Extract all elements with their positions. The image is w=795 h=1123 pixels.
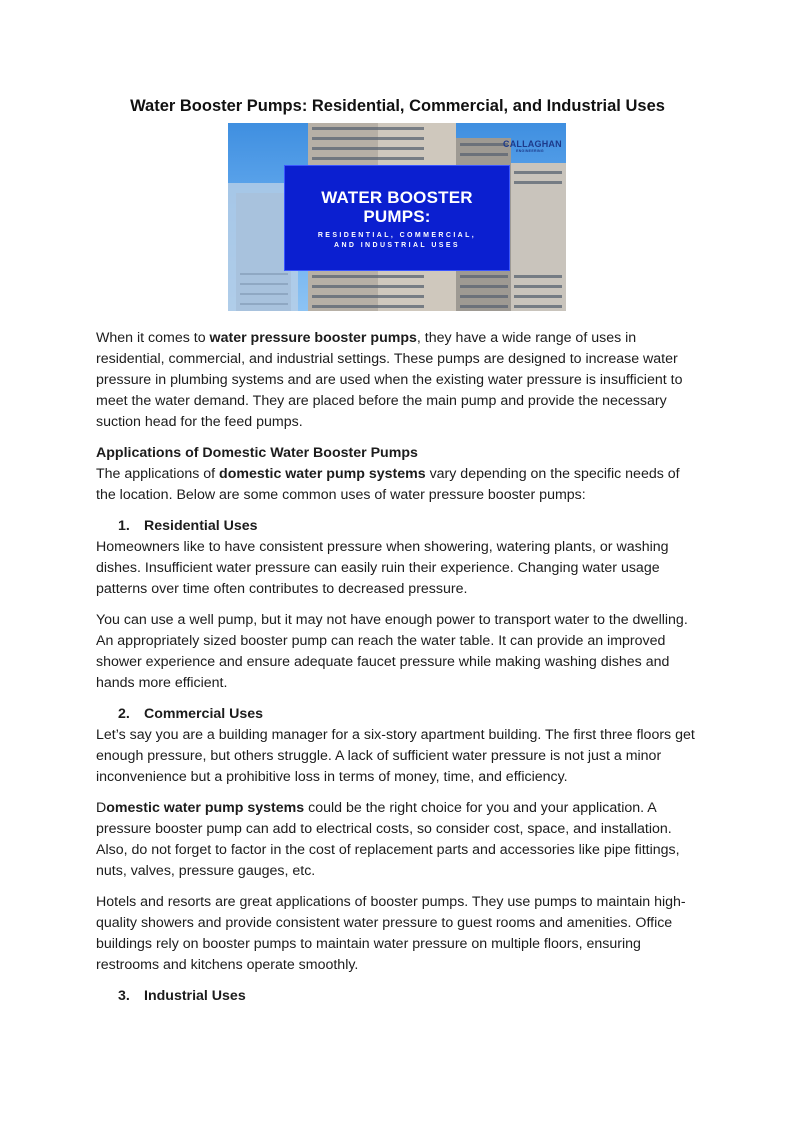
applications-text-start: The applications of: [96, 466, 220, 482]
commercial-paragraph-1: Let’s say you are a building manager for a six-story apartment building. The first three floors get enough pressure, but others struggle. A lack of sufficient water pressure is not just a minor inconvenience but a prohibitive loss in terms of money, time, and efficiency.: [96, 727, 695, 785]
commercial-text-start: D: [96, 800, 107, 816]
hero-banner: [284, 165, 510, 271]
hero-heading-line1: WATER BOOSTER: [321, 188, 473, 207]
hero-subheading: [307, 231, 487, 251]
residential-heading: [96, 516, 700, 537]
applications-paragraph: [96, 464, 700, 506]
hero-heading-line2: PUMPS:: [363, 207, 431, 226]
hero-subheading-line1: RESIDENTIAL, COMMERCIAL,: [317, 232, 477, 239]
industrial-heading: [96, 986, 700, 1007]
commercial-paragraph-2: [96, 798, 700, 882]
residential-heading-label: Residential Uses: [144, 518, 258, 534]
hero-heading: [285, 188, 509, 226]
commercial-paragraph-3: Hotels and resorts are great applications of booster pumps. They use pumps to maintain high-quality showers and provide consistent water pressure to guest rooms and amenities. Office buildings rely on booster pumps to maintain water pressure on multiple floors, ensuring restrooms and kitchens operate smoothly.: [96, 894, 686, 973]
commercial-heading-label: Commercial Uses: [144, 706, 264, 722]
commercial-keyword: omestic water pump systems: [106, 800, 305, 816]
industrial-heading-label: Industrial Uses: [144, 988, 246, 1004]
hero-subheading-line2: AND INDUSTRIAL USES: [334, 242, 460, 249]
page-title: Water Booster Pumps: Residential, Commercial, and Industrial Uses: [130, 97, 665, 115]
article-body: [96, 328, 700, 1007]
applications-text-end: vary depending on the specific needs of the location. Below are some common uses of water pressure booster pumps:: [96, 466, 680, 503]
intro-paragraph: [96, 328, 700, 433]
commercial-text-end: could be the right choice for you and your application. A pressure booster pump can add to electrical costs, so consider cost, space, and installation. Also, do not forget to factor in the cost of replacement parts and accessories like pipe fittings, nuts, valves, pressure gauges, etc.: [96, 800, 680, 879]
intro-text-start: When it comes to: [96, 330, 210, 346]
residential-number: 1.: [118, 518, 130, 534]
brand-logo-name: CALLAGHAN: [503, 139, 562, 149]
applications-heading: Applications of Domestic Water Booster Pumps: [96, 445, 418, 461]
commercial-number: 2.: [118, 706, 130, 722]
residential-paragraph-1: Homeowners like to have consistent pressure when showering, watering plants, or washing dishes. Insufficient water pressure can easily ruin their experience. Changing water usage patterns over time often contributes to decreased pressure.: [96, 539, 669, 597]
brand-logo-tagline: ENGINEERING: [516, 149, 544, 153]
intro-keyword: water pressure booster pumps: [209, 330, 417, 346]
commercial-heading: [96, 704, 700, 725]
intro-text-end: , they have a wide range of uses in residential, commercial, and industrial settings. These pumps are designed to increase water pressure in plumbing systems and are used when the existing water pressure is insufficient to meet the water demand. They are placed before the main pump and provide the necessary suction head for the feed pumps.: [96, 330, 683, 430]
industrial-number: 3.: [118, 988, 130, 1004]
brand-logo: [503, 139, 562, 154]
applications-keyword: domestic water pump systems: [219, 466, 426, 482]
residential-paragraph-2: You can use a well pump, but it may not have enough power to transport water to the dwelling. An appropriately sized booster pump can reach the water table. It can provide an improved shower experience and ensure adequate faucet pressure while making washing dishes and hands more efficient.: [96, 612, 688, 691]
